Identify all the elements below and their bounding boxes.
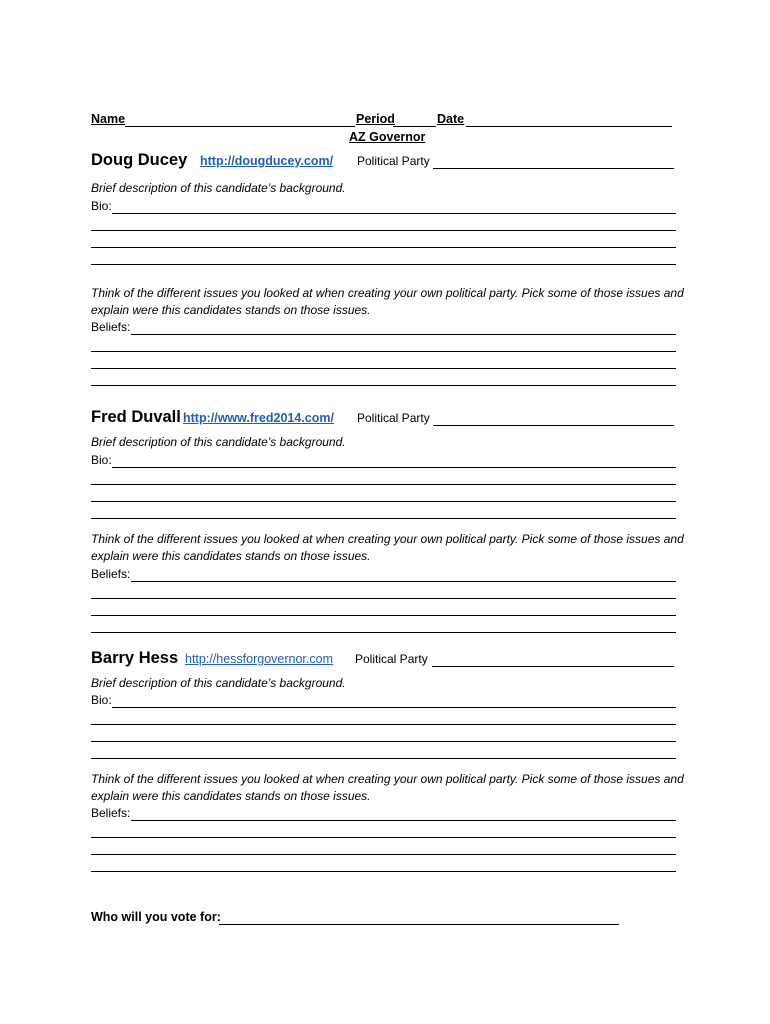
vote-label: Who will you vote for:: [91, 910, 221, 924]
bio-label: Bio:: [91, 693, 112, 707]
beliefs-answer-line[interactable]: [91, 632, 676, 633]
beliefs-answer-line[interactable]: [91, 837, 676, 838]
candidate-name: Barry Hess: [91, 649, 179, 667]
period-label: Period: [356, 112, 395, 126]
candidate-website-link[interactable]: http://hessforgovernor.com: [185, 652, 333, 666]
beliefs-answer-line[interactable]: [131, 820, 676, 821]
name-blank[interactable]: [125, 126, 355, 127]
political-party-blank[interactable]: [433, 168, 674, 169]
political-party-blank[interactable]: [433, 425, 674, 426]
bio-answer-line[interactable]: [91, 518, 676, 519]
bio-prompt: Brief description of this candidate’s background.: [91, 676, 346, 690]
beliefs-prompt: Think of the different issues you looked at when creating your own political party. Pick some of those issues and explain were this candidates stands on those issues.: [91, 772, 684, 803]
bio-answer-line[interactable]: [91, 264, 676, 265]
bio-answer-line[interactable]: [91, 741, 676, 742]
beliefs-answer-line[interactable]: [131, 581, 676, 582]
political-party-label: Political Party: [357, 411, 430, 425]
bio-label: Bio:: [91, 453, 112, 467]
bio-prompt: Brief description of this candidate’s background.: [91, 181, 346, 195]
political-party-blank[interactable]: [432, 666, 674, 667]
date-label: Date: [437, 112, 465, 126]
candidate-name: Fred Duvall: [91, 408, 181, 426]
beliefs-prompt: Think of the different issues you looked at when creating your own political party. Pick some of those issues and explain were this candidates stands on those issues.: [91, 532, 684, 563]
candidate-website-link[interactable]: http://www.fred2014.com/: [183, 411, 334, 425]
beliefs-answer-line[interactable]: [91, 598, 676, 599]
bio-answer-line[interactable]: [91, 501, 676, 502]
bio-label: Bio:: [91, 199, 112, 213]
beliefs-label: Beliefs:: [91, 567, 131, 581]
beliefs-answer-line[interactable]: [91, 615, 676, 616]
name-label: Name: [91, 112, 126, 126]
beliefs-answer-line[interactable]: [91, 871, 676, 872]
bio-answer-line[interactable]: [112, 213, 676, 214]
beliefs-answer-line[interactable]: [91, 351, 676, 352]
political-party-label: Political Party: [355, 652, 428, 666]
beliefs-answer-line[interactable]: [91, 368, 676, 369]
candidate-website-link[interactable]: http://dougducey.com/: [200, 154, 334, 168]
bio-answer-line[interactable]: [91, 724, 676, 725]
bio-answer-line[interactable]: [112, 467, 676, 468]
period-blank[interactable]: [393, 126, 436, 127]
bio-answer-line[interactable]: [112, 707, 676, 708]
date-blank[interactable]: [466, 126, 672, 127]
beliefs-prompt: Think of the different issues you looked at when creating your own political party. Pick some of those issues and explain were this candidates stands on those issues.: [91, 286, 684, 317]
bio-answer-line[interactable]: [91, 247, 676, 248]
beliefs-answer-line[interactable]: [91, 385, 676, 386]
candidate-name: Doug Ducey: [91, 151, 188, 169]
beliefs-label: Beliefs:: [91, 806, 131, 820]
political-party-label: Political Party: [357, 154, 430, 168]
page-title: AZ Governor: [349, 130, 426, 144]
vote-answer-line[interactable]: [219, 924, 619, 925]
beliefs-label: Beliefs:: [91, 320, 131, 334]
bio-answer-line[interactable]: [91, 230, 676, 231]
bio-answer-line[interactable]: [91, 758, 676, 759]
beliefs-answer-line[interactable]: [91, 854, 676, 855]
bio-prompt: Brief description of this candidate’s background.: [91, 435, 346, 449]
beliefs-answer-line[interactable]: [131, 334, 676, 335]
bio-answer-line[interactable]: [91, 484, 676, 485]
